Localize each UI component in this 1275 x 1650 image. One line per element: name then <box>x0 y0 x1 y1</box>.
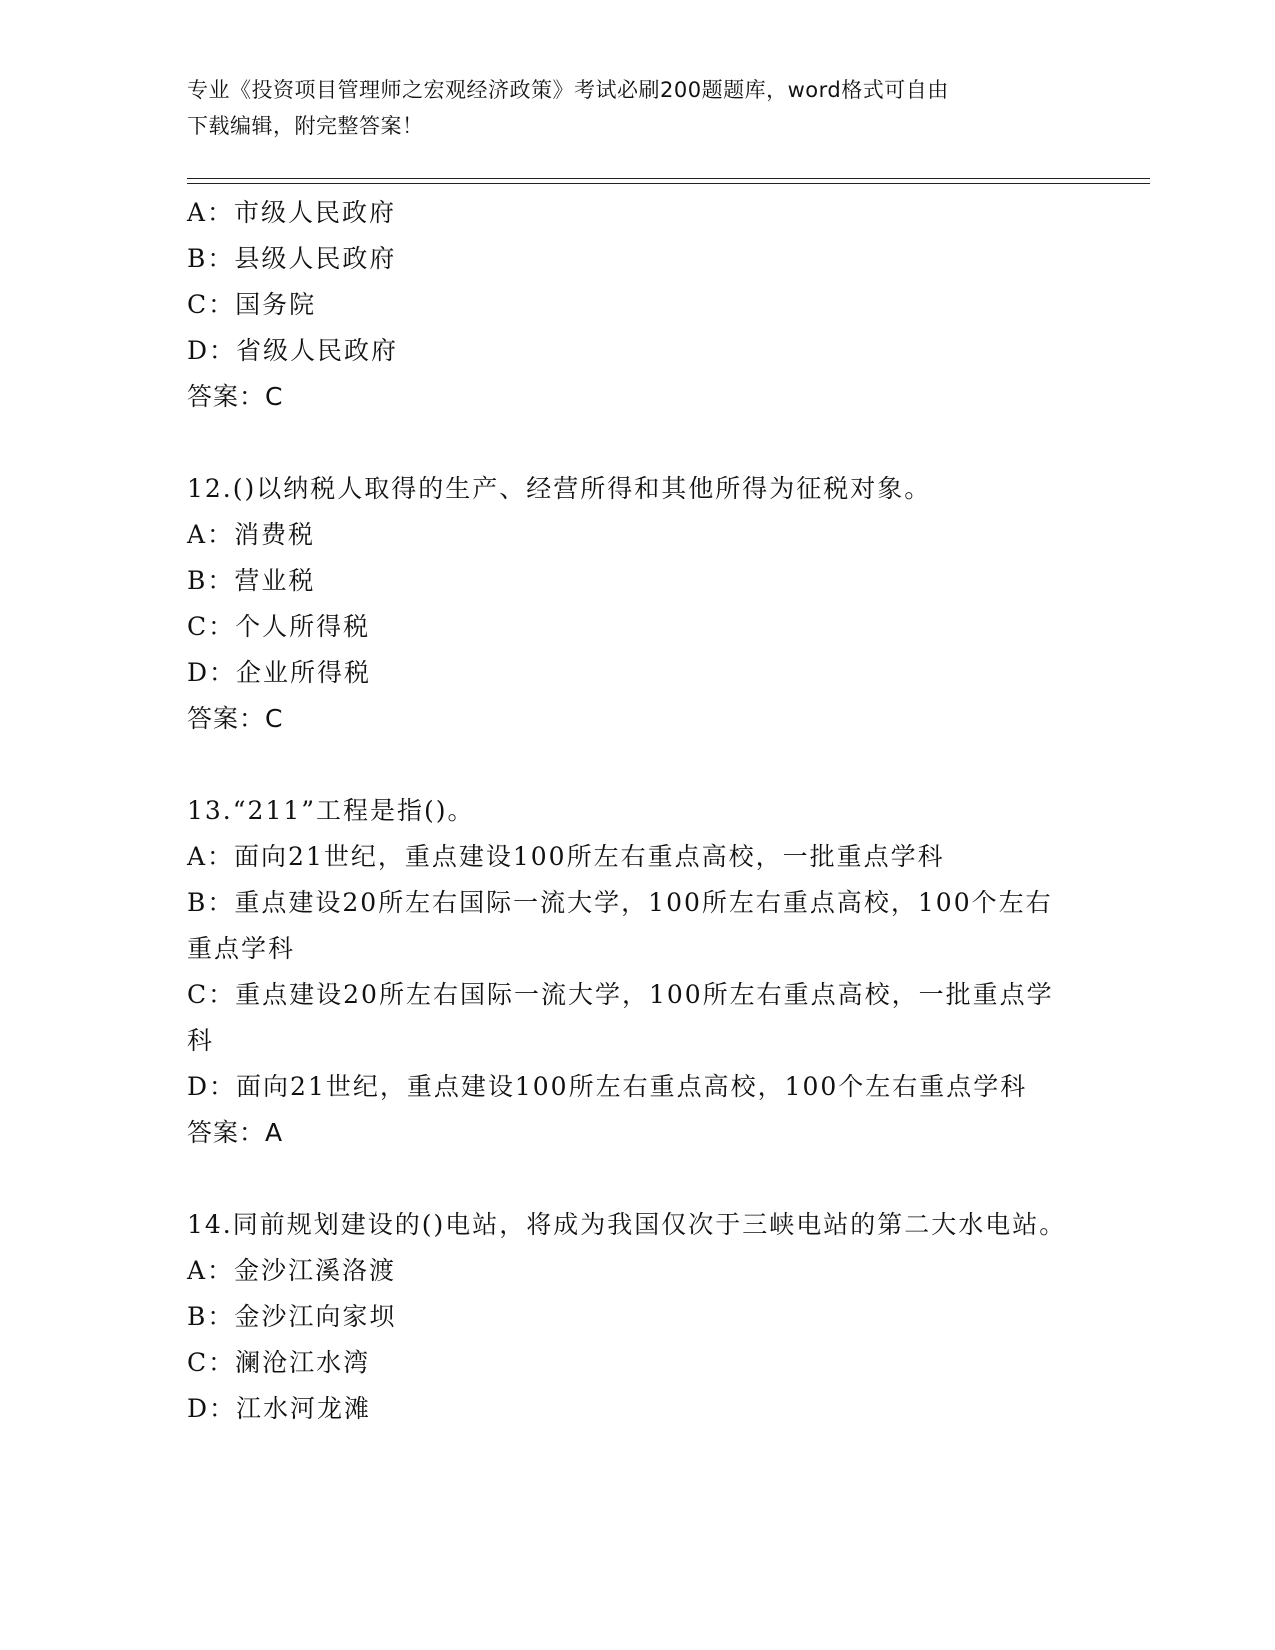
option-d: D：企业所得税 <box>187 658 372 687</box>
question-list <box>187 190 1087 1432</box>
header-line-2: 下载编辑，附完整答案！ <box>187 114 424 138</box>
question-11 <box>187 190 1087 420</box>
header-line-1: 专业《投资项目管理师之宏观经济政策》考试必刷200题题库，word格式可自由 <box>187 78 949 102</box>
option-a: A：消费税 <box>187 520 316 549</box>
spacer <box>187 742 1087 788</box>
option-a: A：市级人民政府 <box>187 198 397 227</box>
header-divider-top <box>187 178 1150 179</box>
option-d: D：面向21世纪，重点建设100所左右重点高校，100个左右重点学科 <box>187 1072 1028 1101</box>
header-divider-bottom <box>187 183 1150 184</box>
answer: 答案：A <box>187 1118 284 1147</box>
question-12 <box>187 466 1087 742</box>
question-14 <box>187 1202 1087 1432</box>
spacer <box>187 420 1087 466</box>
question-text: 14.同前规划建设的()电站，将成为我国仅次于三峡电站的第二大水电站。 <box>187 1210 1067 1239</box>
answer: 答案：C <box>187 382 284 411</box>
spacer <box>187 1156 1087 1202</box>
option-b: B：县级人民政府 <box>187 244 397 273</box>
option-d: D：省级人民政府 <box>187 336 399 365</box>
question-text: 13.“211”工程是指()。 <box>187 796 475 825</box>
option-a: A：面向21世纪，重点建设100所左右重点高校，一批重点学科 <box>187 842 945 871</box>
option-c: C：重点建设20所左右国际一流大学，100所左右重点高校，一批重点学科 <box>187 980 1054 1055</box>
option-c: C：国务院 <box>187 290 317 319</box>
option-b: B：金沙江向家坝 <box>187 1302 397 1331</box>
question-13 <box>187 788 1087 1156</box>
option-b: B：营业税 <box>187 566 316 595</box>
option-a: A：金沙江溪洛渡 <box>187 1256 397 1285</box>
document-header <box>187 72 1067 144</box>
question-text: 12.()以纳税人取得的生产、经营所得和其他所得为征税对象。 <box>187 474 932 503</box>
option-d: D：江水河龙滩 <box>187 1394 372 1423</box>
option-b: B：重点建设20所左右国际一流大学，100所左右重点高校，100个左右重点学科 <box>187 888 1053 963</box>
answer: 答案：C <box>187 704 284 733</box>
option-c: C：个人所得税 <box>187 612 371 641</box>
option-c: C：澜沧江水湾 <box>187 1348 371 1377</box>
